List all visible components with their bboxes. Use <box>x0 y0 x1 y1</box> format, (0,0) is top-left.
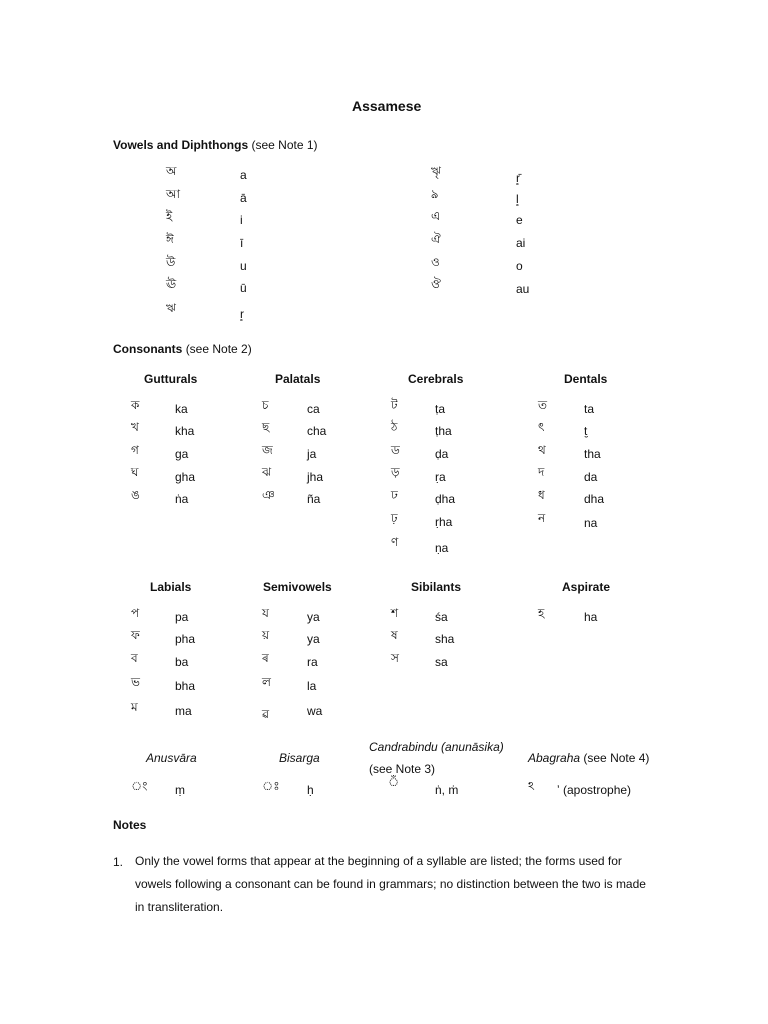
sign-translit: ṃ <box>175 783 185 797</box>
consonant-glyph: চ <box>262 398 269 412</box>
consonant-translit: ya <box>307 632 320 646</box>
group-header-gutturals: Gutturals <box>144 372 198 386</box>
vowel-glyph: ঊ <box>166 277 177 291</box>
vowel-translit: ū <box>240 281 247 295</box>
consonant-translit: pha <box>175 632 196 646</box>
consonant-glyph: হ <box>538 606 545 620</box>
group-header-labials: Labials <box>150 580 192 594</box>
vowels-note-ref: (see Note 1) <box>251 138 318 152</box>
vowel-translit: o <box>516 259 523 273</box>
consonant-glyph: গ <box>131 443 139 457</box>
group-header-cerebrals: Cerebrals <box>408 372 464 386</box>
consonant-translit: ba <box>175 655 189 669</box>
consonant-translit: ta <box>584 402 595 416</box>
consonant-glyph: ড <box>391 443 400 457</box>
consonant-translit: bha <box>175 679 196 693</box>
vowel-glyph: ঔ <box>431 277 441 291</box>
sign-name-bisarga: Bisarga <box>279 751 320 765</box>
vowel-translit: l̥ <box>516 192 519 206</box>
consonant-glyph: ধ <box>538 488 545 502</box>
consonant-glyph: থ <box>538 443 546 457</box>
consonant-glyph: ণ <box>391 535 399 549</box>
consonant-translit: ña <box>307 492 321 506</box>
sign-glyph: ঃ <box>262 779 280 793</box>
consonant-translit: cha <box>307 424 327 438</box>
consonant-glyph: ভ <box>131 675 140 689</box>
consonant-translit: jha <box>307 470 324 484</box>
vowel-glyph: ঈ <box>166 232 174 246</box>
consonant-glyph: ঞ <box>262 488 275 502</box>
consonant-glyph: ৱ <box>262 707 270 721</box>
sign-note-candrabindu: (see Note 3) <box>369 762 436 776</box>
consonant-glyph: ৎ <box>538 420 545 434</box>
consonant-translit: śa <box>435 610 448 624</box>
consonant-translit: na <box>584 516 598 530</box>
consonant-translit: da <box>584 470 598 484</box>
vowel-translit: a <box>240 168 247 182</box>
sign-translit: ʼ (apostrophe) <box>557 783 632 797</box>
sign-note-abagraha: (see Note 4) <box>583 751 650 765</box>
consonant-translit: tha <box>584 447 601 461</box>
group-header-palatals: Palatals <box>275 372 321 386</box>
consonant-translit: sa <box>435 655 448 669</box>
consonant-translit: ca <box>307 402 320 416</box>
vowel-translit: au <box>516 282 530 296</box>
consonant-translit: ma <box>175 704 192 718</box>
vowel-glyph: ঌ <box>431 187 439 201</box>
consonant-translit: ṛha <box>435 515 453 529</box>
consonant-glyph: জ <box>262 443 273 457</box>
vowels-heading <box>113 139 318 151</box>
consonant-glyph: শ <box>391 606 399 620</box>
vowel-translit: ī <box>240 236 244 250</box>
consonant-translit: ga <box>175 447 189 461</box>
vowel-translit: ai <box>516 236 526 250</box>
consonant-translit: sha <box>435 632 455 646</box>
vowel-glyph: এ <box>431 209 441 223</box>
note-number: 1. <box>113 855 124 869</box>
sign-glyph: ঁ <box>388 775 400 789</box>
consonant-translit: ṇa <box>435 541 449 555</box>
consonant-glyph: য <box>262 606 269 620</box>
consonant-glyph: ল <box>262 675 271 689</box>
consonant-translit: ra <box>307 655 318 669</box>
sign-name-abagraha: Abagraha <box>528 751 581 765</box>
consonant-glyph: ঠ <box>391 420 398 434</box>
sign-name-candrabindu: Candrabindu (anunāsika) <box>369 740 504 754</box>
consonant-translit: ṭa <box>435 402 446 416</box>
vowel-glyph: অ <box>166 164 177 178</box>
page-title: Assamese <box>352 98 422 114</box>
vowel-glyph: আ <box>166 187 180 201</box>
consonant-glyph: স <box>391 651 399 665</box>
consonant-glyph: প <box>131 606 140 620</box>
consonant-glyph: ঙ <box>131 488 140 502</box>
consonant-translit: wa <box>307 704 323 718</box>
consonant-translit: ha <box>584 610 598 624</box>
vowel-translit: r̥̄ <box>516 171 520 185</box>
consonant-glyph: ম <box>131 700 138 714</box>
vowel-glyph: ই <box>166 209 173 223</box>
consonant-translit: dha <box>584 492 605 506</box>
vowel-translit: ā <box>240 191 247 205</box>
group-header-dentals: Dentals <box>564 372 608 386</box>
vowel-translit: e <box>516 213 523 227</box>
consonant-translit: ṅa <box>175 492 189 506</box>
consonants-heading-label: Consonants <box>113 342 183 356</box>
consonant-glyph: ছ <box>262 420 270 434</box>
sign-glyph: ং <box>131 779 148 793</box>
consonant-glyph: য় <box>262 628 270 642</box>
consonant-glyph: ঘ <box>131 465 139 479</box>
sign-translit: ṅ, ṁ <box>435 783 459 797</box>
consonant-translit: gha <box>175 470 196 484</box>
note-text: Only the vowel forms that appear at the beginning of a syllable are listed; the forms used for vowels following a consonant can be found in grammars; no distinction between the two is made in transliteration. <box>135 854 646 914</box>
consonant-glyph: ৰ <box>262 651 269 665</box>
consonant-glyph: ঝ <box>262 465 272 479</box>
consonant-glyph: ষ <box>391 628 398 642</box>
consonant-glyph: ক <box>131 398 140 412</box>
consonant-glyph: ড় <box>391 465 400 479</box>
group-header-semivowels: Semivowels <box>263 580 332 594</box>
consonant-glyph: ঢ় <box>391 511 398 525</box>
consonant-translit: pa <box>175 610 189 624</box>
vowel-glyph: উ <box>166 255 176 269</box>
consonants-heading <box>113 343 252 355</box>
vowel-glyph: ও <box>431 255 440 269</box>
consonant-translit: ḍa <box>435 447 449 461</box>
vowels-heading-label: Vowels and Diphthongs <box>113 138 249 152</box>
vowel-translit: i <box>240 213 243 227</box>
consonant-translit: la <box>307 679 317 693</box>
group-header-aspirate: Aspirate <box>562 580 611 594</box>
notes-heading: Notes <box>113 818 147 832</box>
consonant-translit: ḍha <box>435 492 456 506</box>
group-header-sibilants: Sibilants <box>411 580 462 594</box>
vowel-glyph: ঋ <box>166 301 176 315</box>
vowel-translit: r̥ <box>240 307 244 321</box>
consonant-glyph: দ <box>538 465 545 479</box>
vowel-translit: u <box>240 259 247 273</box>
sign-name-anusvara: Anusvāra <box>146 751 197 765</box>
consonant-translit: ka <box>175 402 188 416</box>
sign-name-abagraha-wrap <box>528 752 649 764</box>
consonant-glyph: ট <box>391 398 398 412</box>
vowel-glyph: ঐ <box>431 232 441 246</box>
consonant-glyph: ব <box>131 651 138 665</box>
vowel-glyph: ৠ <box>431 164 441 178</box>
consonant-translit: ṛa <box>435 470 446 484</box>
consonant-glyph: ন <box>538 511 546 525</box>
sign-glyph: ঽ <box>528 779 535 793</box>
consonants-note-ref: (see Note 2) <box>185 342 252 356</box>
consonant-translit: ṭha <box>435 424 452 438</box>
sign-translit: ḥ <box>307 783 314 797</box>
consonant-glyph: খ <box>131 420 139 434</box>
consonant-glyph: ফ <box>131 628 140 642</box>
consonant-glyph: ত <box>538 398 548 412</box>
consonant-glyph: ঢ <box>391 488 398 502</box>
consonant-translit: t̮ <box>584 424 588 438</box>
consonant-translit: kha <box>175 424 195 438</box>
consonant-translit: ja <box>307 447 317 461</box>
consonant-translit: ya <box>307 610 320 624</box>
